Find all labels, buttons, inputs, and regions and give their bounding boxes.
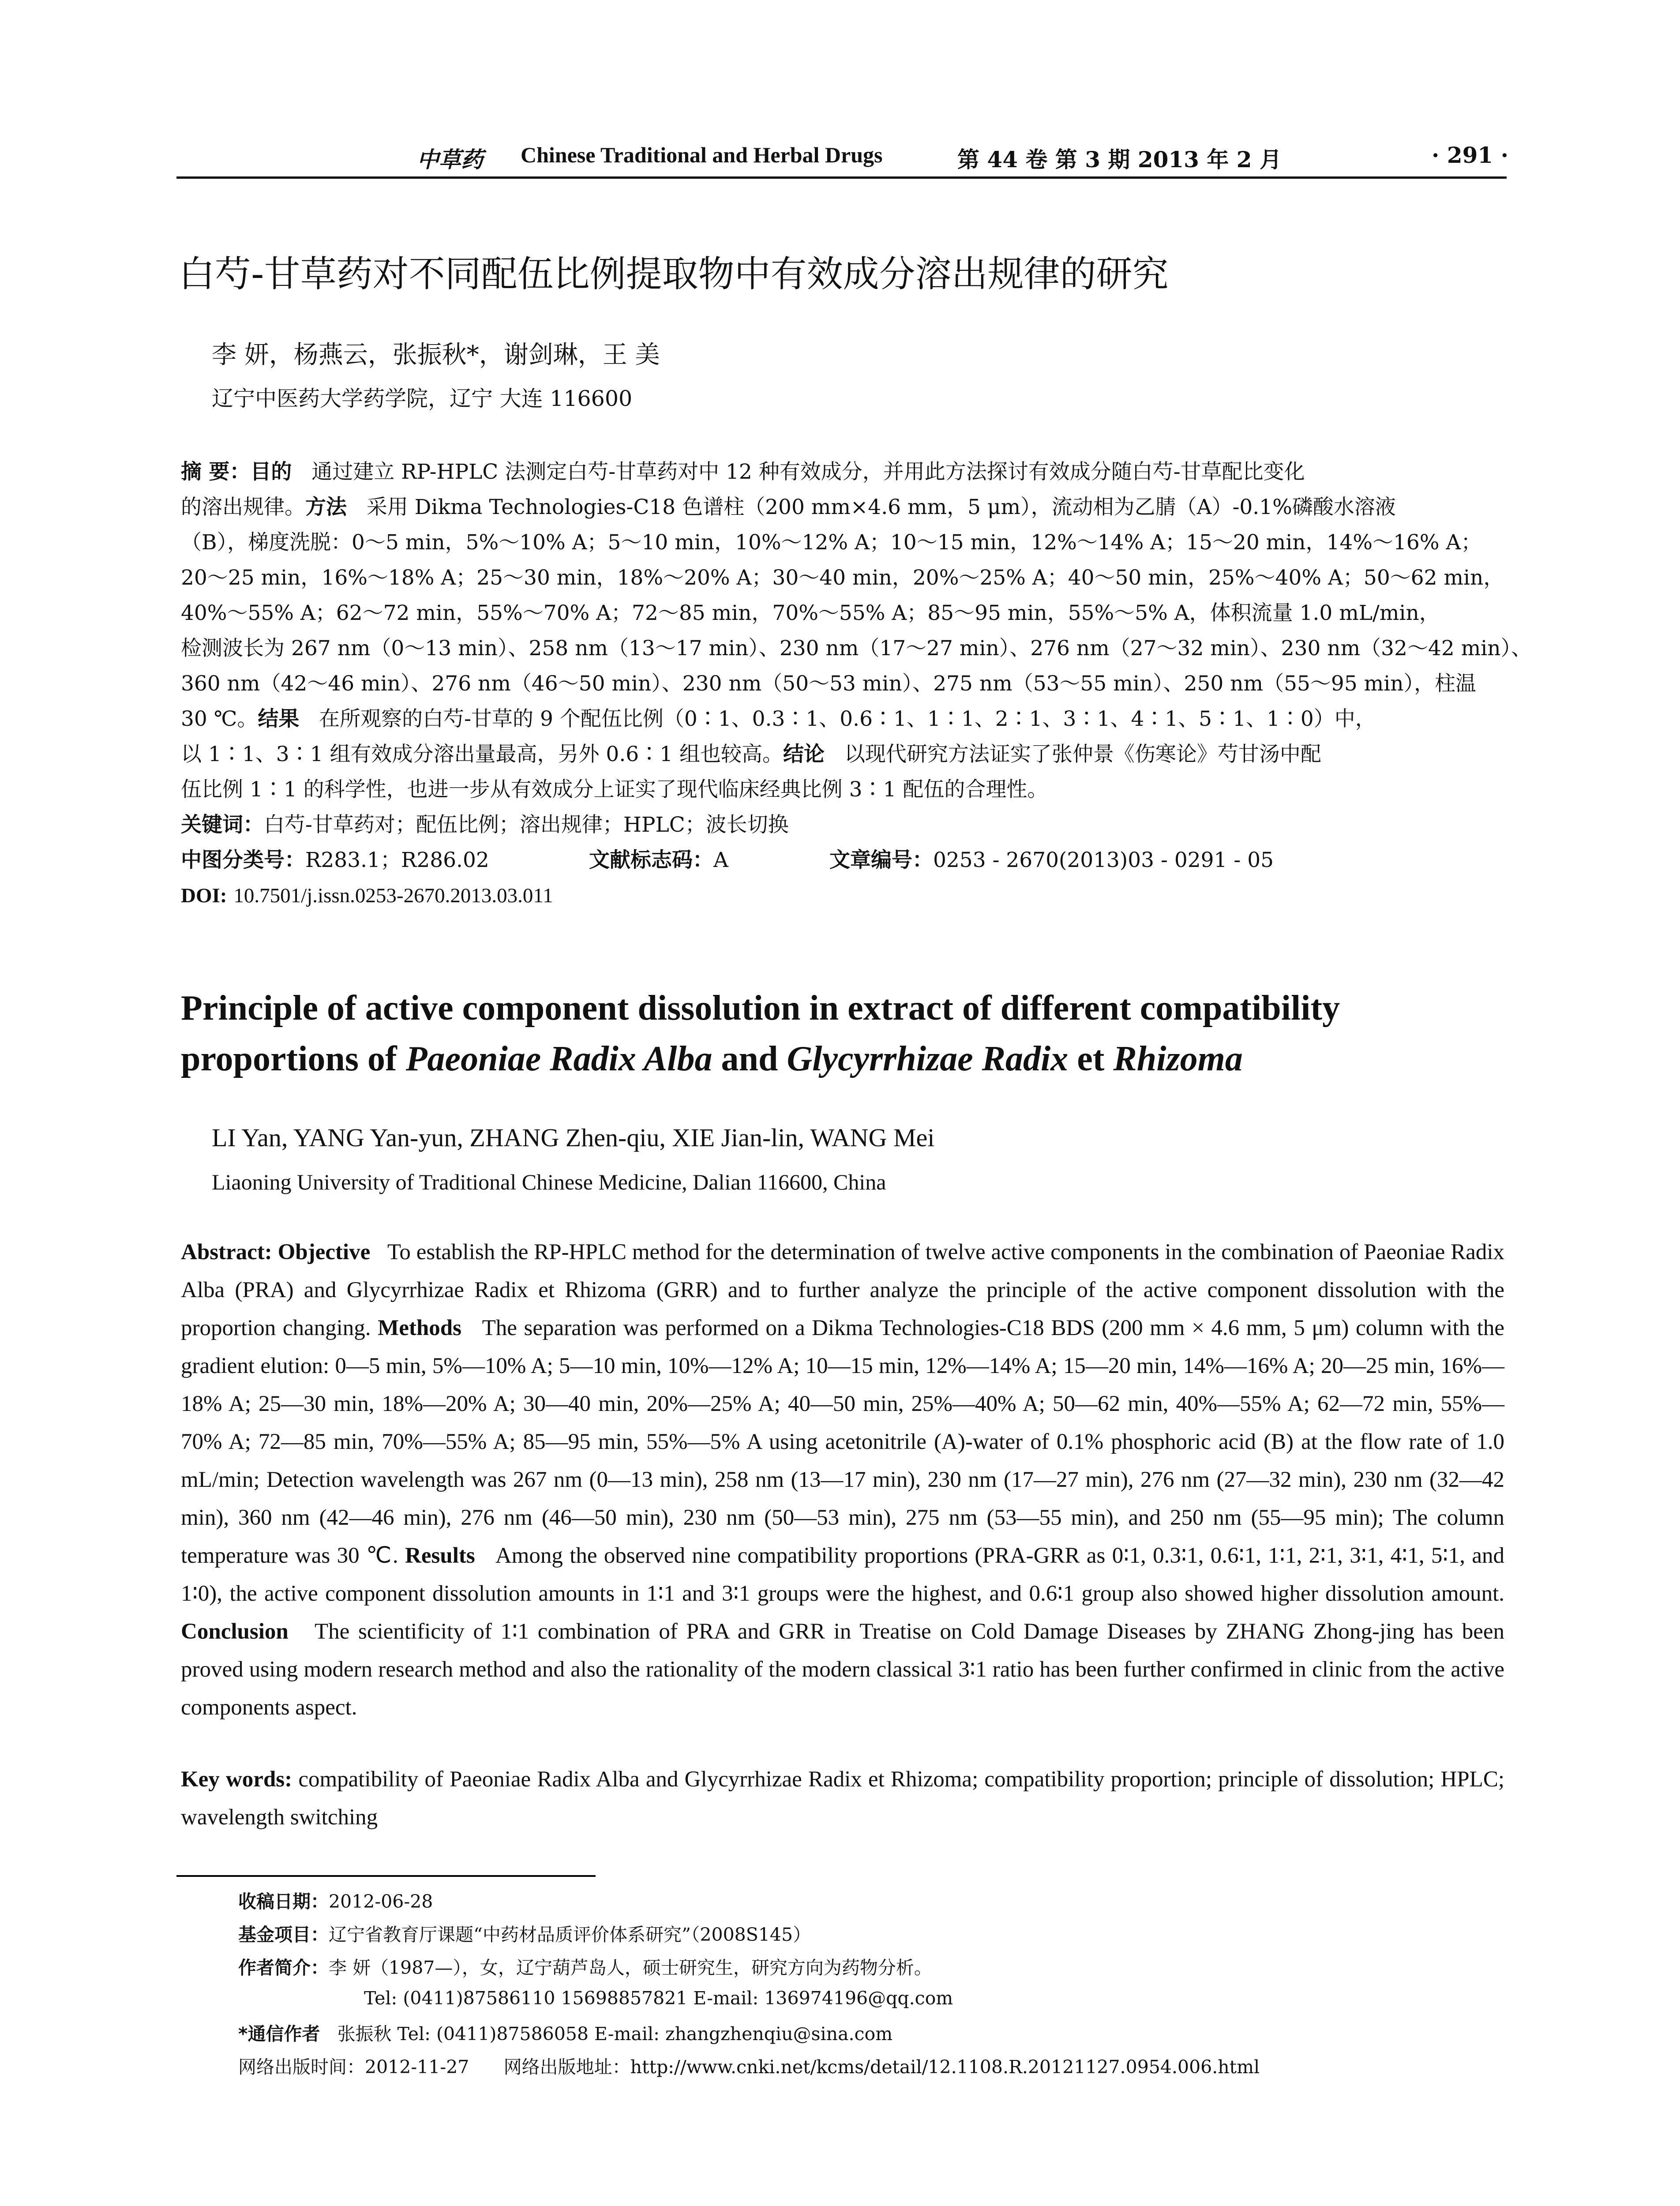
fund-value: 辽宁省教育厅课题“中药材品质评价体系研究”（2008S145） xyxy=(329,1924,811,1945)
abstract-cn-line xyxy=(181,631,1532,666)
keywords-cn xyxy=(181,807,1504,843)
footnote-online xyxy=(238,2054,1260,2080)
abstract-cn-line xyxy=(181,772,1504,807)
methods-text-en: The separation was performed on a Dikma Technologies-C18 BDS (200 mm × 4.6 mm, 5 μm) column with the gradient elution: 0—5 min, 5%—10% A; 5—10 min, 10%—12% A; 10—15 min, 12%—14% A; 15—20 min, 14%—16% A; 20—25 min, 16%—18% A; 25—30 min, 18%—20% A; 30—40 min, 20%—25% A; 40—50 min, 25%—40% A; 50—62 min, 40%—55% A; 62—72 min, 55%—70% A; 72—85 min, 70%—55% A; 85—95 min, 55%—5% A using acetonitrile (A)-water of 0.1% phosphoric acid (B) at the flow rate of 1.0 mL/min; Detection wavelength was 267 nm (0—13 min), 258 nm (13—17 min), 230 nm (17—27 min), 276 nm (27—32 min), 230 nm (32—42 min), 360 nm (42—46 min), 276 nm (46—50 min), 230 nm (50—53 min), 275 nm (53—55 min), and 250 nm (55—95 min); The column temperature was 30 ℃. xyxy=(181,1316,1505,1568)
abstract-cn-line xyxy=(181,560,1504,596)
methods-label-en: Methods xyxy=(378,1316,461,1340)
online-time-value: 2012-11-27 xyxy=(365,2056,469,2078)
title-en-part: et xyxy=(1068,1039,1114,1078)
results-label-cn: 结果 xyxy=(258,707,300,731)
objective-label-en: Objective xyxy=(278,1240,371,1264)
received-value: 2012-06-28 xyxy=(329,1891,433,1912)
title-en-line-1: Principle of active component dissolution in extract of different compatibility xyxy=(181,989,1340,1028)
title-en-part: Glycyrrhizae Radix xyxy=(787,1039,1069,1078)
objective-label-cn: 目的 xyxy=(250,460,292,484)
header-rule xyxy=(176,176,1507,179)
results-text-en: Among the observed nine compatibility proportions (PRA-GRR as 0∶1, 0.3∶1, 0.6∶1, 1∶1, 2∶1, 3∶1, 4∶1, 5∶1, and 1∶0), the active component dissolution amounts in 1∶1 and 3∶1 groups were the highest, and 0.6∶1 group also showed higher dissolution amount. xyxy=(181,1543,1505,1606)
title-en-part: proportions of xyxy=(181,1039,406,1078)
footnote-rule xyxy=(176,1875,596,1877)
conclusion-label-cn: 结论 xyxy=(783,742,825,766)
journal-name-en: Chinese Traditional and Herbal Drugs xyxy=(521,143,883,167)
journal-name-cn: 中草药 xyxy=(417,146,483,173)
affiliation-cn: 辽宁中医药大学药学院，辽宁 大连 116600 xyxy=(212,386,633,411)
keywords-cn-label: 关键词： xyxy=(181,813,264,837)
clc-label: 中图分类号： xyxy=(181,848,305,872)
abstract-cn-text: 360 nm（42～46 min）、276 nm（46～50 min）、230 nm（50～53 min）、275 nm（53～55 min）、250 nm（55～95 min），柱温 xyxy=(181,672,1477,696)
doc-code-label: 文献标志码： xyxy=(589,848,713,872)
abstract-cn-line xyxy=(181,454,1504,490)
footnote-fund xyxy=(238,1921,811,1948)
abstract-cn-text: 30 ℃。 xyxy=(181,707,258,731)
corr-value: 张振秋 Tel: (0411)87586058 E-mail: zhangzhenqiu@sina.com xyxy=(337,2023,893,2045)
title-en-part: Paeoniae Radix Alba xyxy=(405,1039,712,1078)
conclusion-label-en: Conclusion xyxy=(181,1619,289,1644)
article-no-value: 0253 - 2670(2013)03 - 0291 - 05 xyxy=(933,848,1274,872)
abstract-cn-text: 采用 Dikma Technologies-C18 色谱柱（200 mm×4.6 mm，5 μm），流动相为乙腈（A）-0.1%磷酸水溶液 xyxy=(366,495,1396,519)
received-label: 收稿日期： xyxy=(238,1891,329,1912)
doc-code-value: A xyxy=(713,848,728,872)
keywords-en xyxy=(181,1760,1504,1836)
online-time-label: 网络出版时间： xyxy=(238,2056,365,2078)
abstract-cn-text: 40%～55% A；62～72 min，55%～70% A；72～85 min，70%～55% A；85～95 min，55%～5% A，体积流量 1.0 mL/min， xyxy=(181,601,1440,625)
abstract-cn-label: 摘 要： xyxy=(181,460,251,484)
authors-en: LI Yan, YANG Yan-yun, ZHANG Zhen-qiu, XIE Jian-lin, WANG Mei xyxy=(212,1123,935,1152)
authors-cn: 李 妍，杨燕云，张振秋*，谢剑琳，王 美 xyxy=(212,341,660,369)
author-value: 李 妍（1987—），女，辽宁葫芦岛人，硕士研究生，研究方向为药物分析。 xyxy=(329,1957,932,1978)
doi-value: 10.7501/j.issn.0253-2670.2013.03.011 xyxy=(233,884,553,907)
abstract-en xyxy=(181,1233,1504,1726)
abstract-cn-text: 在所观察的白芍-甘草的 9 个配伍比例（0∶1、0.3∶1、0.6∶1、1∶1、2∶1、3∶1、4∶1、5∶1、1∶0）中， xyxy=(319,707,1376,731)
page-number: · 291 · xyxy=(1432,142,1508,168)
author-label: 作者简介： xyxy=(238,1957,329,1978)
abstract-cn-line xyxy=(181,525,1504,560)
methods-label-cn: 方法 xyxy=(305,495,347,519)
keywords-en-label: Key words: xyxy=(181,1767,292,1792)
conclusion-text-en: The scientificity of 1∶1 combination of PRA and GRR in Treatise on Cold Damage Diseases by ZHANG Zhong-jing has been proved using modern research method and also the rationality of the modern classical 3∶1 ratio has been further confirmed in clinic from the active components aspect. xyxy=(181,1619,1505,1720)
abstract-cn-text: 以 1∶1、3∶1 组有效成分溶出量最高，另外 0.6∶1 组也较高。 xyxy=(181,742,784,766)
results-label-en: Results xyxy=(405,1543,475,1568)
abstract-cn-text: 检测波长为 267 nm（0～13 min）、258 nm（13～17 min）、230 nm（17～27 min）、276 nm（27～32 min）、230 nm（32～42 min）、 xyxy=(181,636,1532,660)
title-en-part: Rhizoma xyxy=(1113,1039,1243,1078)
abstract-cn-text: 以现代研究方法证实了张仲景《伤寒论》芍甘汤中配 xyxy=(844,742,1321,766)
online-url-label: 网络出版地址： xyxy=(503,2056,630,2078)
footnote-author xyxy=(238,1955,932,1981)
doi-line xyxy=(181,878,1504,913)
abstract-cn-text: 通过建立 RP-HPLC 法测定白芍-甘草药对中 12 种有效成分，并用此方法探讨有效成分随白芍-甘草配比变化 xyxy=(311,460,1305,484)
footnote-received xyxy=(238,1888,433,1915)
doi-label: DOI: xyxy=(181,884,227,907)
journal-issue: 第 44 卷 第 3 期 2013 年 2 月 xyxy=(957,146,1282,173)
abstract-cn-line xyxy=(181,490,1504,525)
keywords-cn-text: 白芍-甘草药对；配伍比例；溶出规律；HPLC；波长切换 xyxy=(264,813,789,837)
footnote-author-contact: Tel: (0411)87586110 15698857821 E-mail: 136974196@qq.com xyxy=(364,1988,953,2009)
abstract-cn-text: 20～25 min，16%～18% A；25～30 min，18%～20% A；30～40 min，20%～25% A；40～50 min，25%～40% A；50～62 min， xyxy=(181,566,1504,590)
abstract-cn-text: 伍比例 1∶1 的科学性，也进一步从有效成分上证实了现代临床经典比例 3∶1 配伍的合理性。 xyxy=(181,777,1048,802)
abstract-en-label: Abstract: xyxy=(181,1240,272,1264)
title-en-line-2 xyxy=(181,1039,1243,1079)
affiliation-en: Liaoning University of Traditional Chinese Medicine, Dalian 116600, China xyxy=(212,1170,886,1194)
keywords-en-text: compatibility of Paeoniae Radix Alba and Glycyrrhizae Radix et Rhizoma; compatibility proportion; principle of dissolution; HPLC; wavelength switching xyxy=(181,1767,1504,1830)
article-no-line xyxy=(829,843,1491,878)
abstract-cn-line xyxy=(181,666,1504,702)
abstract-cn-line xyxy=(181,702,1504,737)
objective-text-en: To establish the RP-HPLC method for the determination of twelve active components in the combination of Paeoniae Radix Alba (PRA) and Glycyrrhizae Radix et Rhizoma (GRR) and to further analyze the principle of the active component dissolution with the proportion changing. xyxy=(181,1240,1505,1340)
article-no-label: 文章编号： xyxy=(829,848,933,872)
title-cn: 白芍-甘草药对不同配伍比例提取物中有效成分溶出规律的研究 xyxy=(179,253,1169,295)
abstract-cn-line xyxy=(181,737,1504,772)
online-url-value[interactable]: http://www.cnki.net/kcms/detail/12.1108.R.20121127.0954.006.html xyxy=(630,2056,1260,2078)
abstract-cn-line xyxy=(181,596,1504,631)
abstract-cn-text: 的溶出规律。 xyxy=(181,495,305,519)
corr-label: *通信作者 xyxy=(238,2023,320,2045)
footnote-corresponding xyxy=(238,2021,892,2047)
fund-label: 基金项目： xyxy=(238,1924,329,1945)
title-en-part: and xyxy=(712,1039,787,1078)
clc-value: R283.1；R286.02 xyxy=(305,848,489,872)
abstract-cn-text: （B），梯度洗脱：0～5 min，5%～10% A；5～10 min，10%～12% A；10～15 min，12%～14% A；15～20 min，14%～16% A； xyxy=(181,530,1482,555)
